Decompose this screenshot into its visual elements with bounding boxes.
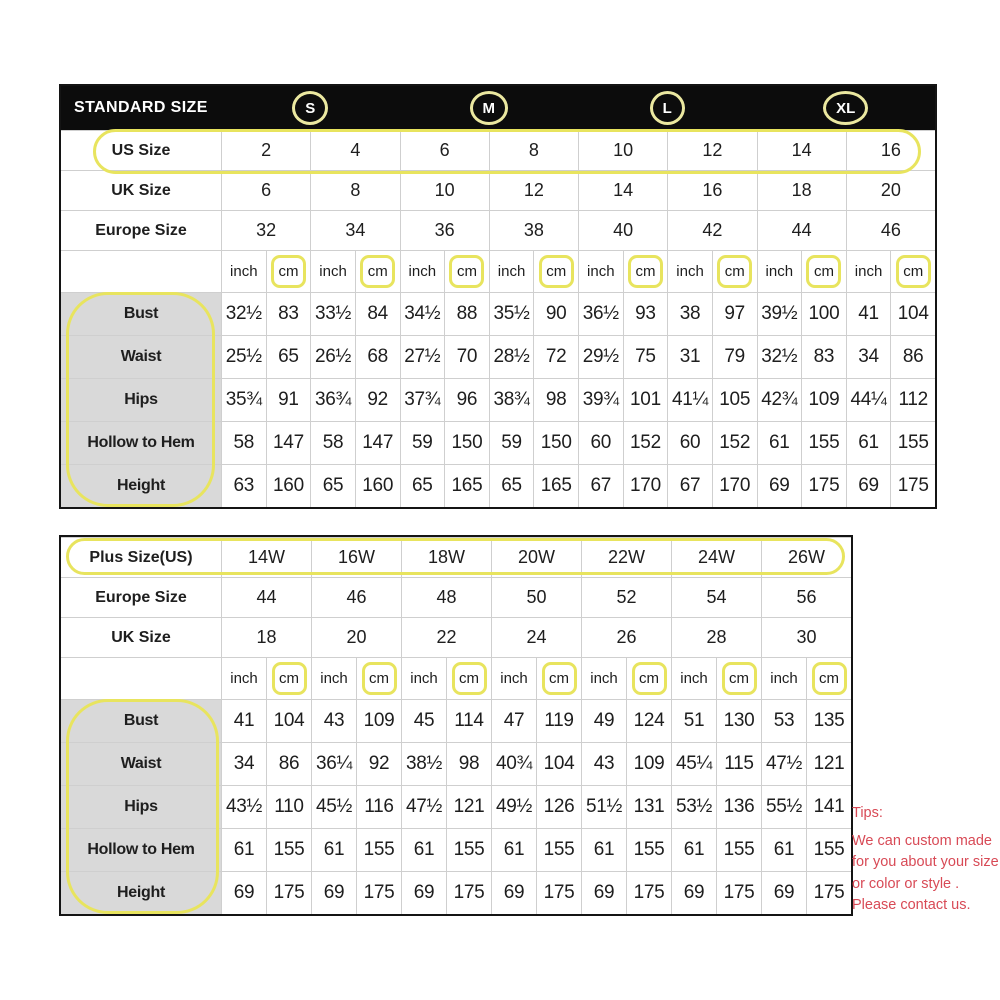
measure-value-cell: 150 (444, 422, 489, 464)
size-value-cell: 42 (667, 211, 756, 250)
table-row (61, 210, 935, 250)
measure-value-cell: 61 (221, 829, 266, 871)
cm-cell (890, 251, 935, 292)
measure-value-cell: 43 (311, 700, 356, 742)
measure-value-cell: 51 (671, 700, 716, 742)
measure-value-cell: 60 (578, 422, 623, 464)
size-value-cell: 10 (400, 171, 489, 210)
inch-label: inch (761, 658, 806, 699)
measure-value-cell: 105 (712, 379, 757, 421)
size-value-cell: 52 (581, 578, 671, 617)
measure-value-cell: 42¾ (757, 379, 802, 421)
cm-highlight-box: cm (542, 662, 577, 695)
cm-highlight-box: cm (632, 662, 667, 695)
measure-value-cell: 175 (536, 872, 581, 914)
measure-value-cell: 38¾ (489, 379, 534, 421)
measure-value-cell: 67 (578, 465, 623, 507)
measure-value-cell: 155 (806, 829, 851, 871)
size-value-cell: 28 (671, 618, 761, 657)
measure-value-cell: 61 (581, 829, 626, 871)
measure-value-cell: 109 (356, 700, 401, 742)
cm-highlight-box: cm (717, 255, 752, 288)
measure-value-cell: 121 (806, 743, 851, 785)
measure-value-cell: 135 (806, 700, 851, 742)
size-value-cell: 46 (846, 211, 935, 250)
measure-value-cell: 165 (444, 465, 489, 507)
size-value-cell: 16W (311, 538, 401, 577)
measure-value-cell: 61 (491, 829, 536, 871)
measure-value-cell: 69 (221, 872, 266, 914)
measure-value-cell: 61 (757, 422, 802, 464)
row-label: Plus Size(US) (89, 548, 193, 566)
cm-cell (712, 251, 757, 292)
measure-value-cell: 53½ (671, 786, 716, 828)
size-value-cell: 38 (489, 211, 578, 250)
row-label: US Size (111, 141, 171, 159)
size-value-cell: 32 (221, 211, 310, 250)
size-value-cell: 8 (489, 131, 578, 170)
size-value-cell: 10 (578, 131, 667, 170)
size-value-cell: 50 (491, 578, 581, 617)
measure-value-cell: 58 (221, 422, 266, 464)
measure-value-cell: 45 (401, 700, 446, 742)
size-value-cell: 12 (489, 171, 578, 210)
measure-value-cell: 61 (671, 829, 716, 871)
measure-value-cell: 160 (266, 465, 311, 507)
measure-value-cell: 141 (806, 786, 851, 828)
inch-label: inch (667, 251, 712, 292)
measure-value-cell: 41 (846, 293, 891, 335)
measure-value-cell: 86 (890, 336, 935, 378)
table-row (61, 871, 851, 914)
measure-value-cell: 175 (266, 872, 311, 914)
tips-line: for you about your size (852, 854, 999, 870)
measure-value-cell: 69 (846, 465, 891, 507)
measure-value-cell: 39½ (757, 293, 802, 335)
size-value-cell: 2 (221, 131, 310, 170)
size-value-cell: 24 (491, 618, 581, 657)
row-label: Bust (61, 700, 221, 742)
cm-cell (266, 658, 311, 699)
measure-value-cell: 152 (712, 422, 757, 464)
measure-value-cell: 45½ (311, 786, 356, 828)
measure-value-cell: 43 (581, 743, 626, 785)
row-label: Hollow to Hem (61, 829, 221, 871)
size-group (221, 86, 400, 130)
measure-value-cell: 61 (761, 829, 806, 871)
measure-value-cell: 45¼ (671, 743, 716, 785)
measure-value-cell: 34 (846, 336, 891, 378)
measure-value-cell: 175 (806, 872, 851, 914)
measure-value-cell: 72 (533, 336, 578, 378)
measure-value-cell: 165 (533, 465, 578, 507)
size-value-cell: 8 (310, 171, 399, 210)
cm-cell (716, 658, 761, 699)
size-value-cell: 14W (221, 538, 311, 577)
row-label: UK Size (111, 628, 171, 646)
cm-highlight-box: cm (360, 255, 395, 288)
measure-value-cell: 65 (489, 465, 534, 507)
measure-value-cell: 59 (489, 422, 534, 464)
measure-value-cell: 92 (355, 379, 400, 421)
table-row (61, 378, 935, 421)
size-value-cell: 20 (311, 618, 401, 657)
measure-value-cell: 86 (266, 743, 311, 785)
measure-value-cell: 104 (266, 700, 311, 742)
cm-highlight-box: cm (452, 662, 487, 695)
measure-value-cell: 63 (221, 465, 266, 507)
table-row (61, 577, 851, 617)
measure-value-cell: 104 (890, 293, 935, 335)
measure-value-cell: 37¾ (400, 379, 445, 421)
measure-value-cell: 61 (846, 422, 891, 464)
measure-value-cell: 26½ (310, 336, 355, 378)
measure-value-cell: 69 (671, 872, 716, 914)
measure-value-cell: 35¾ (221, 379, 266, 421)
cm-highlight-box: cm (806, 255, 841, 288)
measure-value-cell: 83 (266, 293, 311, 335)
size-group (757, 86, 936, 130)
measure-value-cell: 41¼ (667, 379, 712, 421)
cm-cell (536, 658, 581, 699)
measure-value-cell: 34 (221, 743, 266, 785)
inch-label: inch (671, 658, 716, 699)
cm-highlight-box: cm (812, 662, 847, 695)
row-label: Europe Size (95, 221, 187, 239)
measure-value-cell: 92 (356, 743, 401, 785)
measure-value-cell: 155 (626, 829, 671, 871)
measure-value-cell: 88 (444, 293, 489, 335)
measure-value-cell: 38 (667, 293, 712, 335)
measure-value-cell: 96 (444, 379, 489, 421)
measure-value-cell: 65 (266, 336, 311, 378)
measure-value-cell: 38½ (401, 743, 446, 785)
tips-heading: Tips: (852, 805, 883, 821)
size-value-cell: 24W (671, 538, 761, 577)
inch-label: inch (491, 658, 536, 699)
measure-value-cell: 83 (801, 336, 846, 378)
table-row (61, 785, 851, 828)
size-value-cell: 6 (400, 131, 489, 170)
size-group-oval: L (650, 91, 685, 125)
size-value-cell: 40 (578, 211, 667, 250)
cm-highlight-box: cm (362, 662, 397, 695)
measure-value-cell: 136 (716, 786, 761, 828)
table-row (61, 742, 851, 785)
measure-value-cell: 170 (623, 465, 668, 507)
measure-value-cell: 70 (444, 336, 489, 378)
size-group-oval: M (470, 91, 509, 125)
measure-value-cell: 160 (355, 465, 400, 507)
size-value-cell: 46 (311, 578, 401, 617)
size-value-cell: 18 (757, 171, 846, 210)
measure-value-cell: 110 (266, 786, 311, 828)
standard-size-table (59, 84, 937, 509)
size-value-cell: 14 (578, 171, 667, 210)
measure-value-cell: 150 (533, 422, 578, 464)
tips-line: Please contact us. (852, 897, 971, 913)
row-label: Height (61, 872, 221, 914)
measure-value-cell: 31 (667, 336, 712, 378)
measure-value-cell: 27½ (400, 336, 445, 378)
size-value-cell: 14 (757, 131, 846, 170)
inch-label: inch (489, 251, 534, 292)
size-value-cell: 16 (846, 131, 935, 170)
unit-row (61, 657, 851, 699)
size-value-cell: 44 (221, 578, 311, 617)
size-value-cell: 22 (401, 618, 491, 657)
row-label: Hips (61, 379, 221, 421)
cm-highlight-box: cm (896, 255, 931, 288)
measure-value-cell: 109 (626, 743, 671, 785)
measure-value-cell: 90 (533, 293, 578, 335)
table-row (61, 537, 851, 577)
size-value-cell: 4 (310, 131, 399, 170)
cm-cell (355, 251, 400, 292)
tips-line: We can custom made (852, 832, 992, 849)
measure-value-cell: 68 (355, 336, 400, 378)
row-label: Europe Size (95, 588, 187, 606)
measure-value-cell: 49 (581, 700, 626, 742)
measure-value-cell: 51½ (581, 786, 626, 828)
table-row (61, 421, 935, 464)
cm-cell (806, 658, 851, 699)
measure-value-cell: 155 (801, 422, 846, 464)
measure-value-cell: 36¼ (311, 743, 356, 785)
measure-value-cell: 65 (310, 465, 355, 507)
measure-value-cell: 75 (623, 336, 668, 378)
measure-value-cell: 40¾ (491, 743, 536, 785)
measure-value-cell: 47 (491, 700, 536, 742)
table-row (61, 335, 935, 378)
size-value-cell: 18 (221, 618, 311, 657)
measure-value-cell: 155 (716, 829, 761, 871)
size-value-cell: 30 (761, 618, 851, 657)
size-group-labels (221, 86, 935, 130)
measure-value-cell: 170 (712, 465, 757, 507)
cm-cell (801, 251, 846, 292)
measure-value-cell: 91 (266, 379, 311, 421)
measure-value-cell: 121 (446, 786, 491, 828)
size-value-cell: 20 (846, 171, 935, 210)
measure-value-cell: 32½ (221, 293, 266, 335)
cm-cell (266, 251, 311, 292)
measure-value-cell: 175 (716, 872, 761, 914)
measure-value-cell: 69 (401, 872, 446, 914)
inch-label: inch (221, 251, 266, 292)
row-label: Hollow to Hem (61, 422, 221, 464)
measure-value-cell: 101 (623, 379, 668, 421)
measure-value-cell: 79 (712, 336, 757, 378)
measure-value-cell: 35½ (489, 293, 534, 335)
size-value-cell: 54 (671, 578, 761, 617)
measure-value-cell: 36¾ (310, 379, 355, 421)
row-label (61, 251, 221, 292)
inch-label: inch (221, 658, 266, 699)
measure-value-cell: 59 (400, 422, 445, 464)
inch-label: inch (578, 251, 623, 292)
measure-value-cell: 28½ (489, 336, 534, 378)
cm-highlight-box: cm (272, 662, 307, 695)
size-value-cell: 48 (401, 578, 491, 617)
measure-value-cell: 44¼ (846, 379, 891, 421)
size-value-cell: 44 (757, 211, 846, 250)
measure-value-cell: 32½ (757, 336, 802, 378)
table-row (61, 828, 851, 871)
measure-value-cell: 115 (716, 743, 761, 785)
size-value-cell: 36 (400, 211, 489, 250)
cm-highlight-box: cm (271, 255, 306, 288)
measure-value-cell: 67 (667, 465, 712, 507)
measure-value-cell: 130 (716, 700, 761, 742)
cm-highlight-box: cm (539, 255, 574, 288)
size-group (578, 86, 757, 130)
measure-value-cell: 155 (266, 829, 311, 871)
row-label: Waist (61, 336, 221, 378)
inch-label: inch (311, 658, 356, 699)
cm-cell (623, 251, 668, 292)
size-group-oval: XL (823, 91, 868, 125)
measure-value-cell: 47½ (761, 743, 806, 785)
size-value-cell: 6 (221, 171, 310, 210)
measure-value-cell: 69 (757, 465, 802, 507)
size-value-cell: 20W (491, 538, 581, 577)
standard-size-title: STANDARD SIZE (74, 99, 208, 116)
measure-value-cell: 104 (536, 743, 581, 785)
measure-value-cell: 147 (355, 422, 400, 464)
measure-value-cell: 155 (536, 829, 581, 871)
measure-value-cell: 49½ (491, 786, 536, 828)
measure-value-cell: 39¾ (578, 379, 623, 421)
standard-size-rows (61, 130, 935, 507)
measure-value-cell: 155 (356, 829, 401, 871)
row-label: Bust (61, 293, 221, 335)
cm-cell (444, 251, 489, 292)
size-value-cell: 22W (581, 538, 671, 577)
table-row (61, 699, 851, 742)
cm-cell (446, 658, 491, 699)
measure-value-cell: 47½ (401, 786, 446, 828)
measure-value-cell: 69 (491, 872, 536, 914)
measure-value-cell: 69 (761, 872, 806, 914)
measure-value-cell: 36½ (578, 293, 623, 335)
tips-lines (852, 831, 999, 917)
measure-value-cell: 33½ (310, 293, 355, 335)
measure-value-cell: 114 (446, 700, 491, 742)
measure-value-cell: 58 (310, 422, 355, 464)
measure-value-cell: 41 (221, 700, 266, 742)
measure-value-cell: 126 (536, 786, 581, 828)
cm-cell (626, 658, 671, 699)
table-row (61, 170, 935, 210)
measure-value-cell: 152 (623, 422, 668, 464)
tips-note (852, 803, 999, 917)
measure-value-cell: 175 (356, 872, 401, 914)
measure-value-cell: 55½ (761, 786, 806, 828)
cm-cell (356, 658, 401, 699)
row-label: Waist (61, 743, 221, 785)
measure-value-cell: 175 (801, 465, 846, 507)
row-label: UK Size (111, 181, 171, 199)
measure-value-cell: 34½ (400, 293, 445, 335)
measure-value-cell: 116 (356, 786, 401, 828)
measure-value-cell: 53 (761, 700, 806, 742)
measure-value-cell: 29½ (578, 336, 623, 378)
cm-highlight-box: cm (722, 662, 757, 695)
row-label: Hips (61, 786, 221, 828)
size-group-oval: S (292, 91, 328, 125)
size-value-cell: 26W (761, 538, 851, 577)
cm-highlight-box: cm (449, 255, 484, 288)
size-value-cell: 34 (310, 211, 399, 250)
measure-value-cell: 100 (801, 293, 846, 335)
measure-value-cell: 69 (311, 872, 356, 914)
standard-size-header (61, 86, 935, 130)
inch-label: inch (846, 251, 891, 292)
row-label: Height (61, 465, 221, 507)
measure-value-cell: 84 (355, 293, 400, 335)
measure-value-cell: 93 (623, 293, 668, 335)
size-value-cell: 56 (761, 578, 851, 617)
measure-value-cell: 65 (400, 465, 445, 507)
size-group (400, 86, 579, 130)
measure-value-cell: 175 (626, 872, 671, 914)
inch-label: inch (401, 658, 446, 699)
plus-size-rows (61, 537, 851, 914)
table-row (61, 130, 935, 170)
measure-value-cell: 69 (581, 872, 626, 914)
table-row (61, 617, 851, 657)
size-value-cell: 26 (581, 618, 671, 657)
inch-label: inch (757, 251, 802, 292)
inch-label: inch (400, 251, 445, 292)
measure-value-cell: 124 (626, 700, 671, 742)
measure-value-cell: 119 (536, 700, 581, 742)
measure-value-cell: 155 (446, 829, 491, 871)
measure-value-cell: 98 (533, 379, 578, 421)
table-row (61, 292, 935, 335)
measure-value-cell: 147 (266, 422, 311, 464)
measure-value-cell: 131 (626, 786, 671, 828)
measure-value-cell: 112 (890, 379, 935, 421)
size-value-cell: 16 (667, 171, 756, 210)
unit-row (61, 250, 935, 292)
inch-label: inch (581, 658, 626, 699)
measure-value-cell: 61 (401, 829, 446, 871)
cm-cell (533, 251, 578, 292)
tips-line: or color or style . (852, 875, 960, 892)
measure-value-cell: 98 (446, 743, 491, 785)
size-value-cell: 18W (401, 538, 491, 577)
measure-value-cell: 43½ (221, 786, 266, 828)
table-row (61, 464, 935, 507)
cm-highlight-box: cm (628, 255, 663, 288)
row-label (61, 658, 221, 699)
measure-value-cell: 60 (667, 422, 712, 464)
plus-size-table (59, 535, 853, 916)
measure-value-cell: 175 (890, 465, 935, 507)
measure-value-cell: 97 (712, 293, 757, 335)
inch-label: inch (310, 251, 355, 292)
size-value-cell: 12 (667, 131, 756, 170)
measure-value-cell: 109 (801, 379, 846, 421)
measure-value-cell: 175 (446, 872, 491, 914)
measure-value-cell: 25½ (221, 336, 266, 378)
measure-value-cell: 61 (311, 829, 356, 871)
measure-value-cell: 155 (890, 422, 935, 464)
